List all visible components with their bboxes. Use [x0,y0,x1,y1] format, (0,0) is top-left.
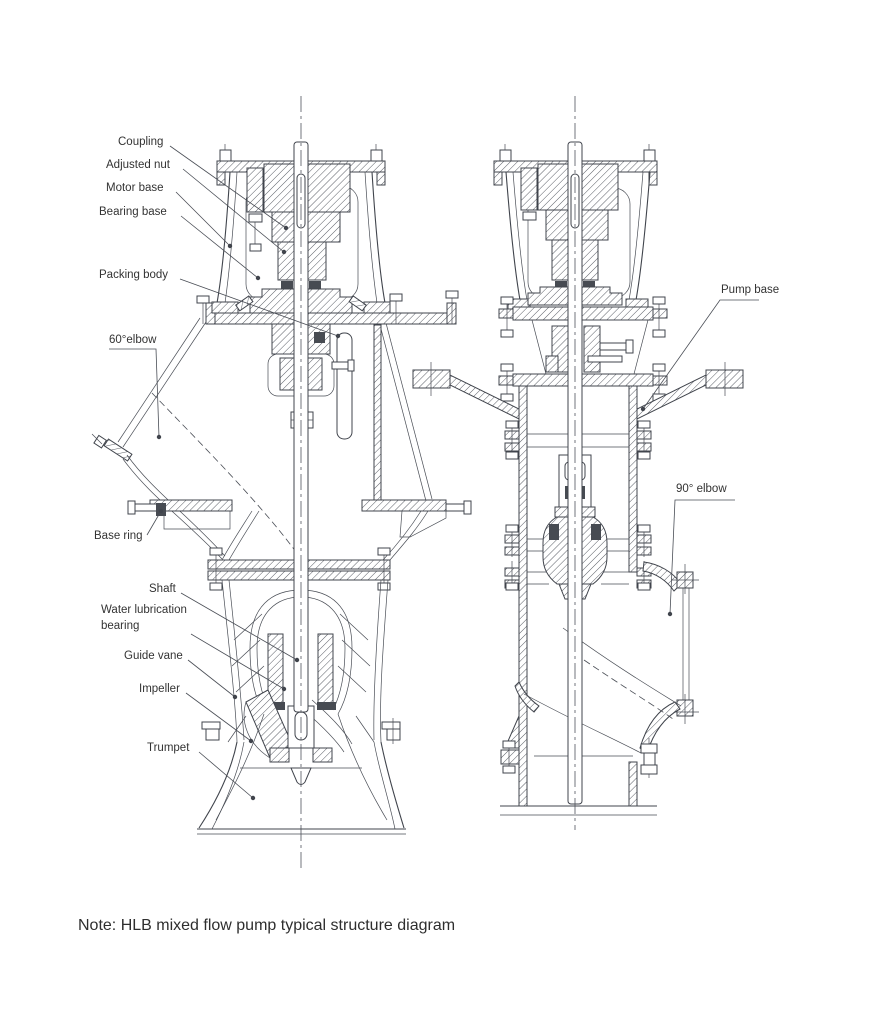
label-impeller: Impeller [139,683,180,695]
label-motor-base: Motor base [106,182,164,194]
label-bearing-base: Bearing base [99,206,167,218]
label-coupling: Coupling [118,136,164,148]
leader-lines [109,146,759,800]
label-packing-body: Packing body [99,269,169,281]
label-water-lubrication-bearing: Water lubrication bearing [101,604,187,632]
label-adjusted-nut: Adjusted nut [106,159,170,171]
label-trumpet: Trumpet [147,742,190,754]
label-shaft: Shaft [149,583,176,595]
right-pump-section [413,96,743,830]
label-guide-vane: Guide vane [124,650,183,662]
label-60-elbow: 60°elbow [109,334,157,346]
label-pump-base: Pump base [721,284,780,296]
label-90-elbow: 90° elbow [676,483,727,495]
note-text: Note: HLB mixed flow pump typical structure diagram [78,917,456,934]
label-base-ring: Base ring [94,530,143,542]
